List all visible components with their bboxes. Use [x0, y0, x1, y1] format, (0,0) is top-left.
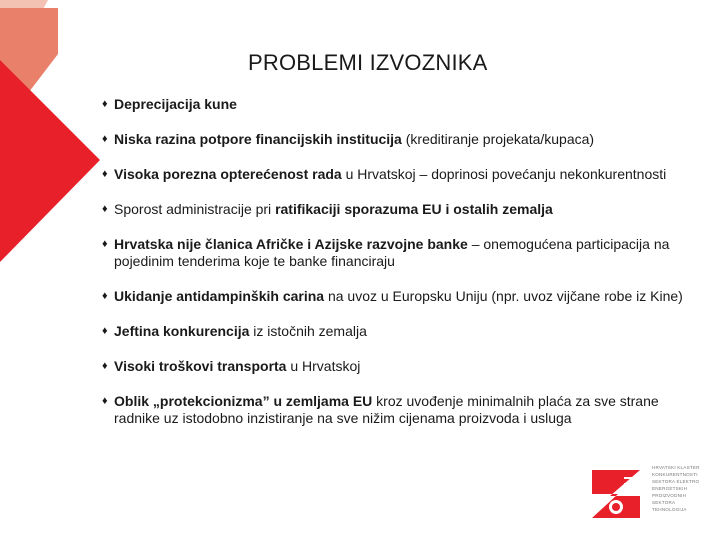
- bullet-item: [102, 393, 702, 427]
- bullet-item: [102, 131, 702, 148]
- bullet-text: [114, 393, 659, 426]
- bullet-item: [102, 96, 702, 113]
- bullet-text-regular: kroz uvođenje minimalnih plaća za sve strane radnike uz istodobno inzistiranje na sve nižim cijenama proizvoda i usluga: [114, 393, 659, 426]
- decor-triangle-red: [0, 60, 100, 262]
- bullet-item: [102, 323, 702, 340]
- logo-text: [652, 464, 704, 513]
- diamond-bullet-icon: ♦: [102, 395, 108, 407]
- slide-title: PROBLEMI IZVOZNIKA: [248, 50, 488, 75]
- bullet-item: [102, 236, 702, 270]
- logo-mark-icon: [590, 466, 648, 524]
- bullet-text-regular: iz istočnih zemalja: [249, 323, 367, 339]
- logo-text-line: SEKTORA: [652, 500, 676, 505]
- logo-text-line: ENERGETSKIH: [652, 486, 688, 491]
- bullet-list: [102, 96, 702, 445]
- diamond-bullet-icon: ♦: [102, 238, 108, 250]
- bullet-text-bold: Jeftina konkurencija: [114, 323, 250, 339]
- bullet-text-bold: Deprecijacija kune: [114, 96, 237, 112]
- bullet-text-bold: Hrvatska nije članica Afričke i Azijske razvojne banke: [114, 236, 468, 252]
- bullet-text-regular: u Hrvatskoj – doprinosi povećanju nekonkurentnosti: [341, 166, 667, 182]
- bullet-text-bold: ratifikaciji sporazuma EU i ostalih zemalja: [275, 201, 553, 217]
- diamond-bullet-icon: ♦: [102, 98, 108, 110]
- bullet-text-regular: Sporost administracije pri: [114, 201, 276, 217]
- bullet-text: [114, 201, 553, 217]
- bullet-text-regular: na uvoz u Europsku Uniju (npr. uvoz vijčane robe iz Kine): [324, 288, 683, 304]
- bullet-text-bold: Ukidanje antidampinških carina: [114, 288, 325, 304]
- bullet-text: [114, 236, 669, 269]
- bullet-text: [114, 323, 367, 339]
- bullet-text-regular: u Hrvatskoj: [286, 358, 361, 374]
- bullet-text-bold: Visoka porezna opterećenost rada: [114, 166, 342, 182]
- diamond-bullet-icon: ♦: [102, 325, 108, 337]
- cluster-logo: [590, 462, 700, 524]
- bullet-item: [102, 358, 702, 375]
- bullet-text-bold: Niska razina potpore financijskih institucija: [114, 131, 402, 147]
- bullet-text: [114, 96, 237, 112]
- diamond-bullet-icon: ♦: [102, 203, 108, 215]
- bullet-item: [102, 288, 702, 305]
- bullet-item: [102, 201, 702, 218]
- diamond-bullet-icon: ♦: [102, 360, 108, 372]
- diamond-bullet-icon: ♦: [102, 168, 108, 180]
- bullet-text: [114, 288, 683, 304]
- bullet-text: [114, 166, 666, 182]
- bullet-text-regular: – onemogućena participacija na pojedinim tenderima koje te banke financiraju: [114, 236, 670, 269]
- bullet-text: [114, 358, 360, 374]
- logo-text-line: HRVATSKI KLASTER: [652, 465, 700, 470]
- logo-text-line: SEKTORA ELEKTRO: [652, 479, 700, 484]
- bullet-text-bold: Oblik „protekcionizma” u zemljama EU: [114, 393, 373, 409]
- bullet-text-bold: Visoki troškovi transporta: [114, 358, 287, 374]
- bullet-text-regular: (kreditiranje projekata/kupaca): [401, 131, 595, 147]
- diamond-bullet-icon: ♦: [102, 290, 108, 302]
- bullet-item: [102, 166, 702, 183]
- logo-text-line: PROIZVODNIH: [652, 493, 687, 498]
- logo-text-line: TEHNOLOGIJA: [652, 507, 687, 512]
- bullet-text: [114, 131, 594, 147]
- diamond-bullet-icon: ♦: [102, 133, 108, 145]
- logo-text-line: KONKURENTNOSTI: [652, 472, 698, 477]
